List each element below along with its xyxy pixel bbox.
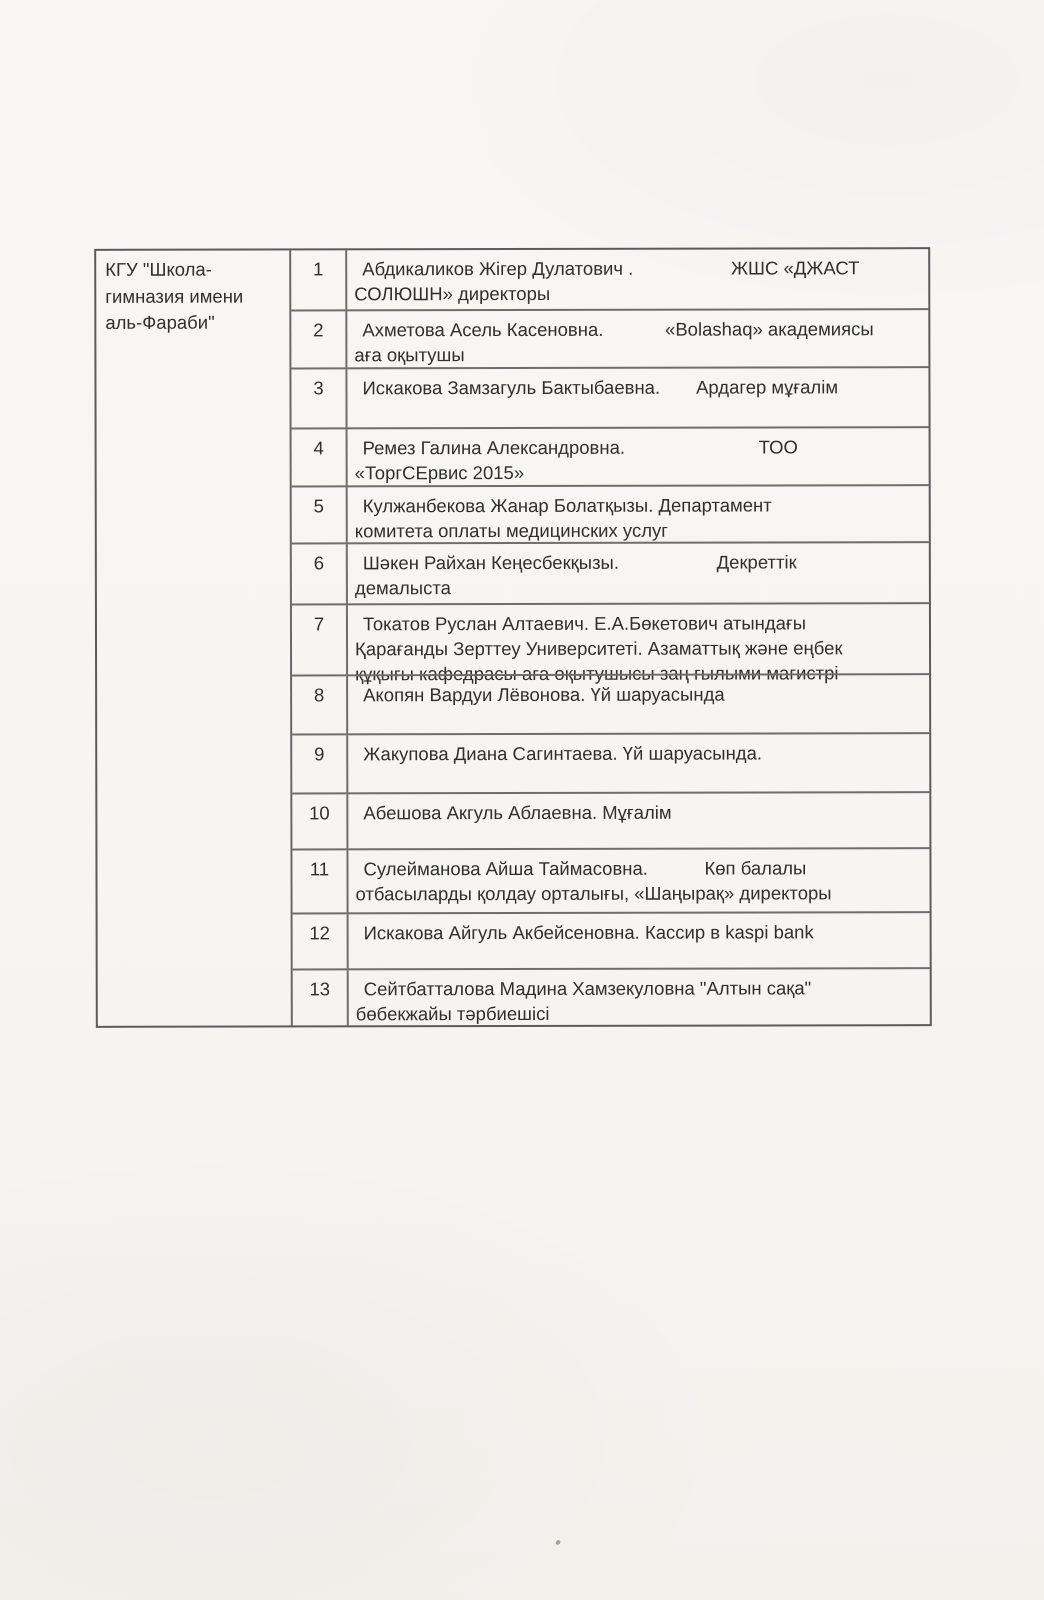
person-cell: Абешова Акгуль Аблаевна. Мұғалім	[363, 801, 672, 824]
scan-speck	[555, 1539, 561, 1545]
table-row	[292, 541, 929, 603]
table-row	[292, 426, 929, 485]
staff-table	[94, 247, 932, 1028]
row-number-cell: 1	[291, 250, 347, 309]
table-row	[291, 308, 928, 367]
row-number-cell: 9	[292, 735, 348, 792]
person-cell: Токатов Руслан Алтаевич. Е.А.Бөкетович атындағы Қарағанды Зерттеу Университеті. Азаматтық және еңбек құқығы кафедрасы аға оқытушысы заң ғылыми магистрі	[355, 612, 843, 685]
row-number-cell: 11	[292, 850, 348, 912]
person-cell: Акопян Вардуи Лёвонова. Үй шаруасында	[363, 683, 725, 706]
person-cell: Кулжанбекова Жанар Болатқызы. Департамент комитета оплаты медицинских услуг	[354, 494, 772, 542]
table-row	[292, 847, 929, 912]
row-number-cell: 7	[292, 605, 348, 674]
person-cell: Шәкен Райхан Кеңесбекқызы. Декреттік демалыста	[354, 551, 797, 599]
row-number-cell: 8	[292, 676, 348, 733]
row-number-cell: 13	[293, 970, 349, 1025]
table-row	[292, 602, 929, 685]
person-cell: Жакупова Диана Сагинтаева. Үй шаруасында.	[363, 742, 763, 765]
table-rows	[291, 249, 930, 1025]
person-cell: Сейтбатталова Мадина Хамзекуловна "Алтын сақа" бөбекжайы тәрбиешісі	[355, 977, 812, 1025]
org-name-cell: КГУ "Школа- гимназия имени аль-Фараби"	[96, 250, 293, 1025]
table-row	[293, 911, 930, 968]
table-row	[291, 249, 928, 309]
person-cell: Сулейманова Айша Таймасовна. Көп балалы отбасыларды қолдау орталығы, «Шаңырақ» директоры	[355, 857, 832, 905]
table-row	[292, 673, 929, 733]
person-cell: Абдикаликов Жігер Дулатович . ЖШС «ДЖАСТ СОЛЮШН» директоры	[354, 257, 860, 305]
table-row	[293, 967, 930, 1025]
row-number-cell: 5	[292, 487, 348, 542]
row-number-cell: 6	[292, 544, 348, 603]
row-number-cell: 4	[292, 429, 348, 485]
table-row	[291, 366, 928, 427]
table-row	[292, 732, 929, 792]
table-row	[292, 484, 929, 542]
table-row	[292, 791, 929, 848]
person-cell: Ахметова Асель Касеновна. «Bolashaq» академиясы аға оқытушы	[354, 318, 874, 366]
row-number-cell: 12	[293, 914, 349, 968]
person-cell: Искакова Айгуль Акбейсеновна. Кассир в kaspi bank	[363, 921, 814, 944]
person-cell: Ремез Галина Александровна. ТОО «ТоргСЕрвис 2015»	[354, 436, 798, 484]
row-number-cell: 2	[291, 311, 347, 367]
row-number-cell: 3	[291, 369, 347, 427]
row-number-cell: 10	[292, 794, 348, 848]
person-cell: Искакова Замзагуль Бактыбаевна. Ардагер мұғалім	[362, 376, 839, 399]
